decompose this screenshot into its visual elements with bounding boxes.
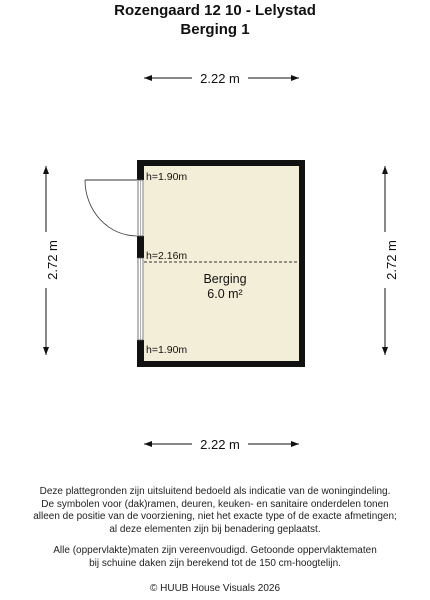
- room-name: Berging: [203, 272, 247, 286]
- window: [138, 258, 143, 340]
- height-label-bottom: h=1.90m: [146, 344, 188, 356]
- measurement-note: [0, 545, 430, 570]
- height-label-middle: h=2.16m: [146, 250, 188, 262]
- dimension-left-label: 2.72 m: [45, 240, 60, 280]
- dimension-top: [144, 70, 299, 86]
- page-subtitle: Berging 1: [180, 21, 250, 38]
- measurement-line: Alle (oppervlakte)maten zijn vereenvoudigd. Getoonde oppervlaktematen: [53, 545, 377, 556]
- page-title: Rozengaard 12 10 - Lelystad: [114, 2, 316, 19]
- dimension-bottom: [144, 436, 299, 452]
- dimension-bottom-label: 2.22 m: [200, 437, 240, 452]
- room-floor: [144, 166, 299, 361]
- height-label-top: h=1.90m: [146, 171, 188, 183]
- room-area: 6.0 m²: [207, 287, 243, 301]
- door: [85, 180, 143, 236]
- dimension-right: [377, 166, 399, 355]
- disclaimer-line: De symbolen voor (dak)ramen, deuren, keuken- en sanitaire onderdelen tonen: [41, 498, 389, 510]
- copyright: © HUUB House Visuals 2026: [149, 583, 281, 594]
- disclaimer-line: al deze elementen zijn bij benadering geplaatst.: [109, 523, 321, 535]
- disclaimer-line: Deze plattegronden zijn uitsluitend bedoeld als indicatie van de woningindeling.: [39, 486, 391, 497]
- measurement-line: bij schuine daken zijn berekend tot de 150 cm-hoogtelijn.: [89, 557, 341, 569]
- dimension-left: [38, 166, 60, 355]
- disclaimer-text: [0, 486, 430, 536]
- dimension-top-label: 2.22 m: [200, 71, 240, 86]
- dimension-right-label: 2.72 m: [384, 240, 399, 280]
- disclaimer-line: alleen de positie van de voorziening, niet het exacte type of de exacte afmetingen;: [33, 511, 397, 522]
